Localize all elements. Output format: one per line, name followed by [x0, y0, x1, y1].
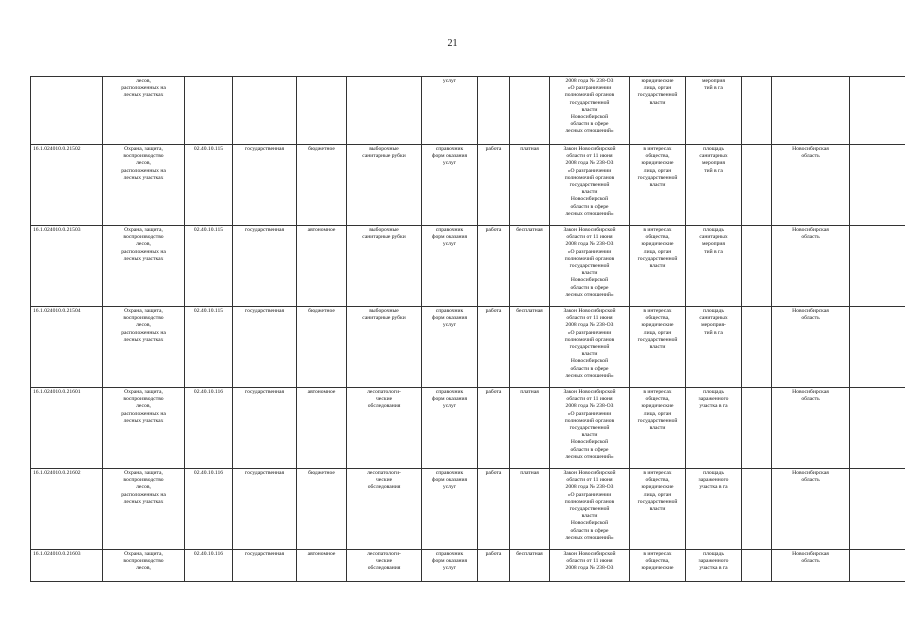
- cell-service-name: Охрана, защита, воспроизводство лесов, расположенных на лесных участках: [103, 307, 185, 388]
- cell-content: лесопатологи- ческие обследования: [347, 469, 422, 550]
- cell-indicator: площадь зараженного участка в га: [686, 550, 742, 582]
- cell-payment: платная: [510, 469, 550, 550]
- cell-extra: [742, 145, 772, 226]
- cell-conditions: справочник форм оказания услуг: [422, 145, 478, 226]
- cell-content: выборочные санитарные рубки: [347, 145, 422, 226]
- cell-registry-code: 16.1.024010.0.21504: [31, 307, 103, 388]
- cell-institution-type: государственная: [233, 469, 297, 550]
- cell-legal-basis: Закон Новосибирской области от 11 июня 2008 года № 238-ОЗ «О разграничении полномочий органов государственной власти Новосибирской области в сфере лесных отношений»: [550, 469, 630, 550]
- cell-payment: платная: [510, 145, 550, 226]
- cell-okved-code: 02.40.10.116: [185, 388, 233, 469]
- cell-institution-form: бюджетное: [297, 469, 347, 550]
- cell-okved-code: 02.40.10.115: [185, 226, 233, 307]
- cell-institution-type: государственная: [233, 226, 297, 307]
- cell-extra: [742, 307, 772, 388]
- services-registry-table: [30, 76, 905, 582]
- cell-payment: [510, 77, 550, 145]
- cell-service-type: работа: [478, 388, 510, 469]
- cell-region: [772, 77, 850, 145]
- cell-service-type: работа: [478, 307, 510, 388]
- cell-indicator: площадь зараженного участка в га: [686, 388, 742, 469]
- cell-content: лесопатологи- ческие обследования: [347, 550, 422, 582]
- cell-blank: [850, 469, 905, 550]
- cell-service-type: [478, 77, 510, 145]
- cell-extra: [742, 550, 772, 582]
- cell-region: Новосибирская область: [772, 550, 850, 582]
- cell-indicator: площадь санитарных мероприя тий в га: [686, 226, 742, 307]
- cell-blank: [850, 307, 905, 388]
- cell-registry-code: 16.1.024010.0.21601: [31, 388, 103, 469]
- cell-blank: [850, 550, 905, 582]
- cell-consumers: в интересах общества, юридические лица, орган государственной власти: [630, 388, 686, 469]
- cell-payment: платная: [510, 388, 550, 469]
- cell-consumers: в интересах общества, юридические лица, орган государственной власти: [630, 307, 686, 388]
- cell-service-type: работа: [478, 469, 510, 550]
- cell-consumers: юридические лица, орган государственной власти: [630, 77, 686, 145]
- cell-legal-basis: Закон Новосибирской области от 11 июня 2008 года № 238-ОЗ «О разграничении полномочий органов государственной власти Новосибирской области в сфере лесных отношений»: [550, 226, 630, 307]
- cell-region: Новосибирская область: [772, 226, 850, 307]
- cell-payment: бесплатная: [510, 226, 550, 307]
- cell-legal-basis: Закон Новосибирской области от 11 июня 2008 года № 238-ОЗ: [550, 550, 630, 582]
- table-row: [31, 226, 905, 307]
- cell-institution-type: государственная: [233, 550, 297, 582]
- table-row: [31, 145, 905, 226]
- cell-service-type: работа: [478, 550, 510, 582]
- cell-institution-type: государственная: [233, 145, 297, 226]
- cell-conditions: услуг: [422, 77, 478, 145]
- cell-registry-code: 16.1.024010.0.21602: [31, 469, 103, 550]
- cell-region: Новосибирская область: [772, 307, 850, 388]
- registry-table-body: [31, 77, 905, 582]
- cell-registry-code: 16.1.024010.0.21502: [31, 145, 103, 226]
- cell-institution-form: автономное: [297, 550, 347, 582]
- cell-service-name: лесов, расположенных на лесных участках: [103, 77, 185, 145]
- cell-registry-code: 16.1.024010.0.21503: [31, 226, 103, 307]
- cell-consumers: в интересах общества, юридические лица, орган государственной власти: [630, 469, 686, 550]
- cell-conditions: справочник форм оказания услуг: [422, 550, 478, 582]
- cell-content: лесопатологи- ческие обследования: [347, 388, 422, 469]
- cell-legal-basis: Закон Новосибирской области от 11 июня 2008 года № 238-ОЗ «О разграничении полномочий органов государственной власти Новосибирской области в сфере лесных отношений»: [550, 145, 630, 226]
- cell-indicator: площадь санитарных мероприя- тий в га: [686, 307, 742, 388]
- cell-institution-type: государственная: [233, 388, 297, 469]
- page-number: 21: [447, 38, 458, 49]
- cell-region: Новосибирская область: [772, 145, 850, 226]
- table-row: [31, 307, 905, 388]
- cell-okved-code: 02.40.10.116: [185, 550, 233, 582]
- cell-legal-basis: Закон Новосибирской области от 11 июня 2008 года № 238-ОЗ «О разграничении полномочий органов государственной власти Новосибирской области в сфере лесных отношений»: [550, 388, 630, 469]
- cell-blank: [850, 145, 905, 226]
- cell-payment: бесплатная: [510, 307, 550, 388]
- cell-region: Новосибирская область: [772, 469, 850, 550]
- cell-okved-code: 02.40.10.115: [185, 145, 233, 226]
- cell-institution-form: бюджетное: [297, 307, 347, 388]
- table-row: [31, 77, 905, 145]
- table-row: [31, 469, 905, 550]
- cell-consumers: в интересах общества, юридические: [630, 550, 686, 582]
- cell-region: Новосибирская область: [772, 388, 850, 469]
- table-row: [31, 550, 905, 582]
- cell-okved-code: 02.40.10.116: [185, 469, 233, 550]
- cell-content: [347, 77, 422, 145]
- cell-blank: [850, 388, 905, 469]
- cell-extra: [742, 469, 772, 550]
- cell-registry-code: 16.1.024010.0.21603: [31, 550, 103, 582]
- cell-indicator: мероприя тий в га: [686, 77, 742, 145]
- cell-content: выборочные санитарные рубки: [347, 307, 422, 388]
- cell-institution-form: автономное: [297, 226, 347, 307]
- cell-blank: [850, 226, 905, 307]
- cell-service-name: Охрана, защита, воспроизводство лесов, расположенных на лесных участках: [103, 388, 185, 469]
- cell-registry-code: [31, 77, 103, 145]
- cell-service-type: работа: [478, 145, 510, 226]
- cell-service-name: Охрана, защита, воспроизводство лесов, расположенных на лесных участках: [103, 469, 185, 550]
- table-row: [31, 388, 905, 469]
- cell-consumers: в интересах общества, юридические лица, орган государственной власти: [630, 145, 686, 226]
- cell-conditions: справочник форм оказания услуг: [422, 388, 478, 469]
- cell-extra: [742, 226, 772, 307]
- cell-indicator: площадь санитарных мероприя тий в га: [686, 145, 742, 226]
- cell-extra: [742, 388, 772, 469]
- cell-conditions: справочник форм оказания услуг: [422, 469, 478, 550]
- cell-legal-basis: 2008 года № 238-ОЗ «О разграничении полномочий органов государственной власти Новосибирской области в сфере лесных отношений»: [550, 77, 630, 145]
- cell-institution-form: бюджетное: [297, 145, 347, 226]
- cell-conditions: справочник форм оказания услуг: [422, 307, 478, 388]
- cell-payment: бесплатная: [510, 550, 550, 582]
- cell-blank: [850, 77, 905, 145]
- cell-institution-form: автономное: [297, 388, 347, 469]
- cell-service-name: Охрана, защита, воспроизводство лесов, расположенных на лесных участках: [103, 145, 185, 226]
- cell-consumers: в интересах общества, юридические лица, орган государственной власти: [630, 226, 686, 307]
- cell-content: выборочные санитарные рубки: [347, 226, 422, 307]
- cell-service-name: Охрана, защита, воспроизводство лесов, расположенных на лесных участках: [103, 226, 185, 307]
- cell-conditions: справочник форм оказания услуг: [422, 226, 478, 307]
- cell-extra: [742, 77, 772, 145]
- cell-service-name: Охрана, защита, воспроизводство лесов,: [103, 550, 185, 582]
- cell-okved-code: 02.40.10.115: [185, 307, 233, 388]
- cell-institution-type: государственная: [233, 307, 297, 388]
- cell-service-type: работа: [478, 226, 510, 307]
- cell-okved-code: [185, 77, 233, 145]
- cell-institution-type: [233, 77, 297, 145]
- cell-indicator: площадь зараженного участка в га: [686, 469, 742, 550]
- cell-institution-form: [297, 77, 347, 145]
- cell-legal-basis: Закон Новосибирской области от 11 июня 2008 года № 238-ОЗ «О разграничении полномочий органов государственной власти Новосибирской области в сфере лесных отношений»: [550, 307, 630, 388]
